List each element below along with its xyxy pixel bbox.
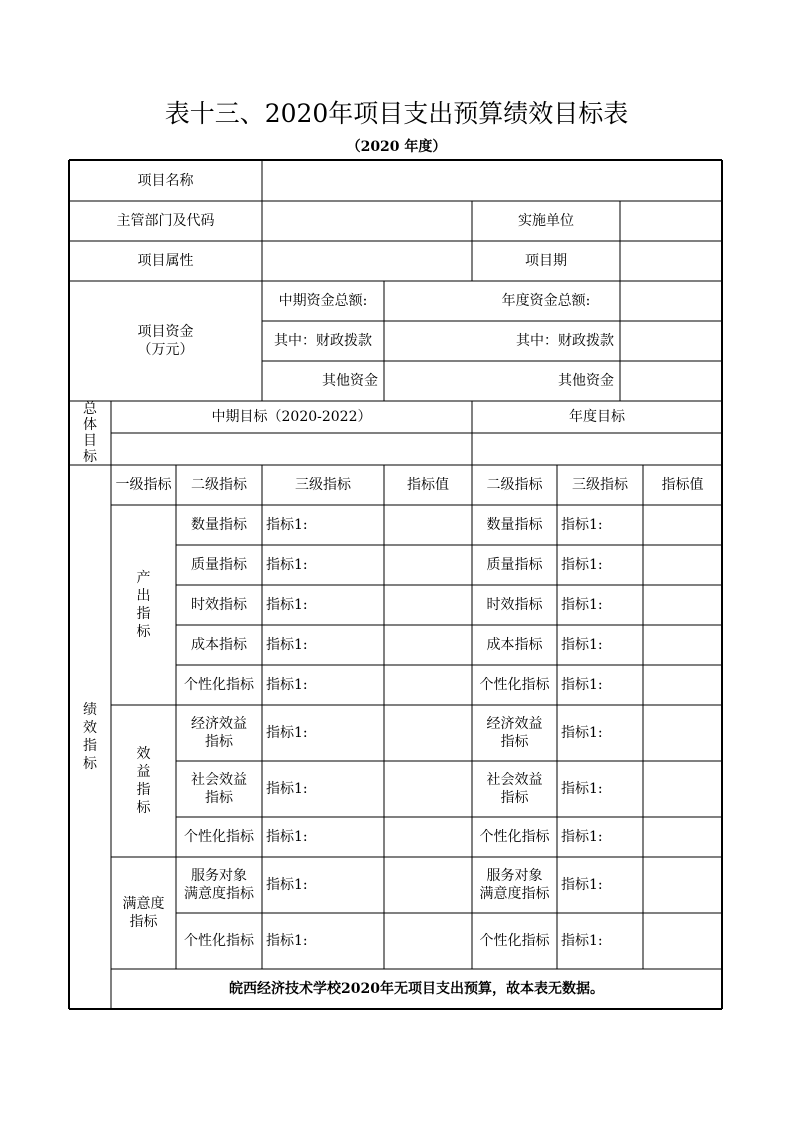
- row-5-level2-mid-text: 经济效益 指标: [191, 716, 247, 750]
- other-funds-annual-label: [472, 361, 620, 401]
- row-8-level2-mid: [176, 857, 262, 913]
- row-2-item-annual: [557, 585, 643, 625]
- row-6-level2-annual-text: 社会效益 指标: [486, 772, 543, 806]
- row-4-level2-mid-text: 个性化指标: [184, 677, 254, 693]
- row-2-level2-mid: [176, 585, 262, 625]
- header-level2-mid-text: 二级指标: [191, 477, 247, 493]
- project-funds-label-text: 项目资金 （万元）: [137, 324, 194, 358]
- row-9-item-mid-text: 指标1:: [266, 933, 308, 949]
- other-funds-annual-label-text: 其他资金: [558, 373, 614, 389]
- annual-goal-label-text: 年度目标: [569, 409, 625, 425]
- page-title: 表十三、2020年项目支出预算绩效目标表: [164, 99, 629, 128]
- row-2-level2-annual-text: 时效指标: [486, 597, 543, 613]
- row-1-item-mid: [262, 545, 384, 585]
- other-funds-mid-label: [262, 361, 384, 401]
- project-period-label: [472, 241, 620, 281]
- row-3-level2-mid: [176, 625, 262, 665]
- department-code-label: [69, 201, 262, 241]
- implementing-unit-label-text: 实施单位: [518, 213, 574, 229]
- row-0-level2-mid: [176, 505, 262, 545]
- project-name-label-text: 项目名称: [137, 172, 194, 189]
- row-3-item-mid-text: 指标1:: [266, 637, 308, 653]
- row-3-level2-mid-text: 成本指标: [191, 637, 247, 653]
- row-9-item-annual-text: 指标1:: [561, 933, 603, 949]
- row-4-item-mid: [262, 665, 384, 705]
- row-9-level2-annual-text: 个性化指标: [479, 933, 550, 949]
- row-9-item-mid: [262, 913, 384, 969]
- implementing-unit-label: [472, 201, 620, 241]
- row-9-item-annual: [557, 913, 643, 969]
- header-value-mid: [384, 465, 472, 505]
- row-8-level2-annual: [472, 857, 557, 913]
- row-0-item-annual: [557, 505, 643, 545]
- row-4-level2-annual: [472, 665, 557, 705]
- row-1-level2-mid-text: 质量指标: [191, 557, 247, 573]
- row-5-item-annual-text: 指标1:: [561, 725, 603, 741]
- footer-note-text: 皖西经济技术学校2020年无项目支出预算，故本表无数据。: [229, 981, 604, 997]
- row-5-level2-mid: [176, 705, 262, 761]
- row-7-item-annual: [557, 817, 643, 857]
- fiscal-allocation-annual-label: [472, 321, 620, 361]
- row-6-item-mid-text: 指标1:: [266, 781, 308, 797]
- performance-indicators-label-text: 绩 效 指 标: [83, 702, 97, 772]
- row-8-level2-annual-text: 服务对象 满意度指标: [479, 868, 550, 902]
- row-6-item-annual: [557, 761, 643, 817]
- row-7-level2-mid-text: 个性化指标: [184, 829, 254, 845]
- row-8-item-annual-text: 指标1:: [561, 877, 603, 893]
- row-3-item-annual: [557, 625, 643, 665]
- row-9-level2-mid-text: 个性化指标: [184, 933, 254, 949]
- row-4-level2-mid: [176, 665, 262, 705]
- row-3-level2-annual: [472, 625, 557, 665]
- row-6-item-annual-text: 指标1:: [561, 781, 603, 797]
- row-0-level2-annual: [472, 505, 557, 545]
- row-0-item-mid: [262, 505, 384, 545]
- midterm-total-label: [262, 281, 384, 321]
- row-9-level2-annual: [472, 913, 557, 969]
- project-attribute-label-text: 项目属性: [137, 253, 194, 269]
- row-6-level2-annual: [472, 761, 557, 817]
- midterm-goal-label: [111, 401, 472, 433]
- row-5-level2-annual: [472, 705, 557, 761]
- group-benefit-text: 效 益 指 标: [136, 746, 151, 816]
- row-3-level2-annual-text: 成本指标: [486, 637, 543, 653]
- row-5-level2-annual-text: 经济效益 指标: [486, 716, 543, 750]
- row-7-item-mid-text: 指标1:: [266, 829, 308, 845]
- row-1-level2-mid: [176, 545, 262, 585]
- header-level3-annual-text: 三级指标: [572, 477, 628, 493]
- row-2-level2-mid-text: 时效指标: [191, 597, 247, 613]
- row-2-level2-annual: [472, 585, 557, 625]
- row-6-level2-mid-text: 社会效益 指标: [191, 772, 247, 806]
- row-6-item-mid: [262, 761, 384, 817]
- row-8-level2-mid-text: 服务对象 满意度指标: [184, 868, 254, 902]
- row-9-level2-mid: [176, 913, 262, 969]
- row-8-item-annual: [557, 857, 643, 913]
- row-4-item-annual-text: 指标1:: [561, 677, 603, 693]
- header-value-mid-text: 指标值: [407, 477, 449, 493]
- row-0-item-mid-text: 指标1:: [266, 517, 308, 533]
- fiscal-allocation-annual-label-text: 其中：财政拨款: [516, 333, 614, 349]
- row-7-level2-mid: [176, 817, 262, 857]
- row-5-item-mid: [262, 705, 384, 761]
- group-satisfaction: [111, 857, 176, 969]
- group-output: [111, 505, 176, 705]
- project-period-label-text: 项目期: [525, 253, 567, 269]
- row-3-item-annual-text: 指标1:: [561, 637, 603, 653]
- header-level2-mid: [176, 465, 262, 505]
- row-7-item-mid: [262, 817, 384, 857]
- department-code-label-text: 主管部门及代码: [116, 213, 215, 229]
- performance-indicators-label: [69, 465, 111, 1009]
- row-2-item-mid: [262, 585, 384, 625]
- project-funds-label: [69, 281, 262, 401]
- row-5-item-mid-text: 指标1:: [266, 725, 308, 741]
- overall-goal-label-text: 总 体 目 标: [83, 401, 97, 465]
- row-4-level2-annual-text: 个性化指标: [479, 677, 550, 693]
- row-3-item-mid: [262, 625, 384, 665]
- row-1-item-annual: [557, 545, 643, 585]
- page-subtitle: （2020 年度）: [346, 139, 447, 155]
- row-8-item-mid: [262, 857, 384, 913]
- annual-goal-label: [472, 401, 722, 433]
- row-4-item-annual: [557, 665, 643, 705]
- row-1-level2-annual: [472, 545, 557, 585]
- row-1-level2-annual-text: 质量指标: [486, 557, 543, 573]
- row-0-item-annual-text: 指标1:: [561, 517, 603, 533]
- row-5-item-annual: [557, 705, 643, 761]
- overall-goal-label: [69, 401, 111, 465]
- group-satisfaction-text: 满意度 指标: [122, 896, 165, 930]
- project-attribute-label: [69, 241, 262, 281]
- header-value-annual: [643, 465, 722, 505]
- row-1-item-mid-text: 指标1:: [266, 557, 308, 573]
- group-output-text: 产 出 指 标: [136, 570, 151, 640]
- header-level3-annual: [557, 465, 643, 505]
- fiscal-allocation-mid-label: [262, 321, 384, 361]
- annual-total-label: [472, 281, 620, 321]
- row-0-level2-mid-text: 数量指标: [191, 517, 247, 533]
- group-benefit: [111, 705, 176, 857]
- header-level3-mid: [262, 465, 384, 505]
- row-2-item-mid-text: 指标1:: [266, 597, 308, 613]
- row-2-item-annual-text: 指标1:: [561, 597, 603, 613]
- row-0-level2-annual-text: 数量指标: [486, 517, 543, 533]
- row-7-item-annual-text: 指标1:: [561, 829, 603, 845]
- header-level2-annual-text: 二级指标: [486, 477, 543, 493]
- row-4-item-mid-text: 指标1:: [266, 677, 308, 693]
- fiscal-allocation-mid-label-text: 其中：财政拨款: [274, 333, 372, 349]
- midterm-goal-label-text: 中期目标（2020-2022）: [211, 409, 372, 425]
- header-level1: [111, 465, 176, 505]
- other-funds-mid-label-text: 其他资金: [322, 373, 378, 389]
- header-value-annual-text: 指标值: [661, 477, 704, 493]
- header-level2-annual: [472, 465, 557, 505]
- midterm-total-label-text: 中期资金总额:: [278, 293, 368, 309]
- row-6-level2-mid: [176, 761, 262, 817]
- project-name-label: [69, 160, 262, 201]
- header-level1-text: 一级指标: [115, 477, 172, 493]
- row-8-item-mid-text: 指标1:: [266, 877, 308, 893]
- row-1-item-annual-text: 指标1:: [561, 557, 603, 573]
- annual-total-label-text: 年度资金总额:: [501, 293, 591, 309]
- row-7-level2-annual: [472, 817, 557, 857]
- row-7-level2-annual-text: 个性化指标: [479, 829, 550, 845]
- header-level3-mid-text: 三级指标: [295, 477, 351, 493]
- footer-note: [111, 969, 722, 1009]
